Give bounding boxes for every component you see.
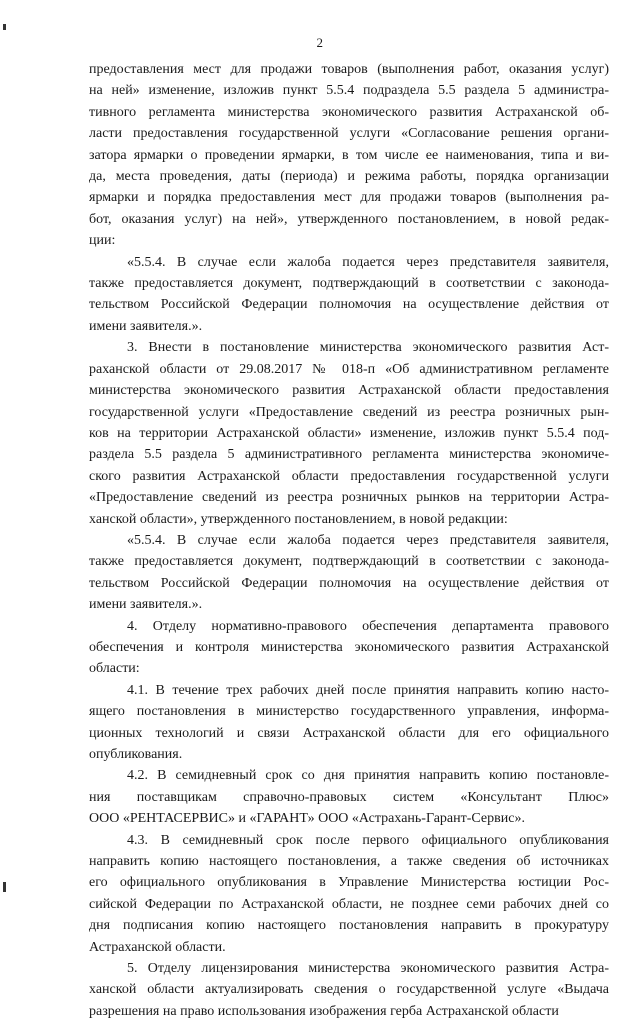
- text-line: государственной услуги «Предоставление сведений из реестра розничных рын-: [89, 404, 609, 420]
- text-line: тельством Российской Федерации полномочия на осуществление действия от: [89, 575, 609, 591]
- text-line: сийской Федерации по Астраханской области, не позднее семи рабочих дней со: [89, 896, 609, 912]
- text-line: ционных технологий и связи Астраханской области для его официального: [89, 725, 609, 741]
- text-line: 4.1. В течение трех рабочих дней после принятия направить копию насто-: [127, 682, 609, 698]
- text-line: ского развития Астраханской области предоставления государственной услуги: [89, 468, 609, 484]
- text-line: ханской области», утвержденного постановлением, в новой редакции:: [89, 511, 508, 527]
- text-line: 5. Отделу лицензирования министерства экономического развития Астра-: [127, 961, 609, 977]
- text-line: «5.5.4. В случае если жалоба подается через представителя заявителя,: [127, 532, 609, 548]
- text-line: направить копию настоящего постановления, а также сведения об источниках: [89, 854, 609, 870]
- text-line: предоставления мест для продажи товаров (выполнения работ, оказания услуг): [89, 62, 609, 77]
- text-line: 4.2. В семидневный срок со дня принятия направить копию постановле-: [127, 768, 609, 784]
- text-line: 4. Отделу нормативно-правового обеспечения департамента правового: [127, 618, 609, 634]
- text-line: его официального опубликования в Управление Министерства юстиции Рос-: [89, 875, 609, 891]
- paragraph: [89, 59, 609, 252]
- text-line: затора ярмарки о проведении ярмарки, в том числе ее наименования, типа и ви-: [89, 147, 609, 163]
- text-line: 4.3. В семидневный срок после первого официального опубликования: [127, 832, 609, 848]
- text-line: ярмарки и порядка предоставления мест для продажи товаров (выполнения ра-: [89, 190, 609, 206]
- text-line: «5.5.4. В случае если жалоба подается через представителя заявителя,: [127, 254, 609, 270]
- text-line: «Предоставление сведений из реестра розничных рынков на территории Астра-: [89, 490, 609, 506]
- text-line: ков на территории Астраханской области» изменение, изложив пункт 5.5.4 под-: [89, 425, 609, 441]
- paragraph: [89, 830, 609, 958]
- paragraph: [89, 680, 609, 766]
- paragraph: [89, 616, 609, 680]
- text-line: ООО «РЕНТАСЕРВИС» и «ГАРАНТ» ООО «Астрахань-Гарант-Сервис».: [89, 811, 525, 827]
- scan-artifact-bottom: [3, 882, 6, 892]
- text-line: ханской области актуализировать сведения о государственной услуге «Выдача: [89, 982, 609, 998]
- text-line: 3. Внести в постановление министерства экономического развития Аст-: [127, 340, 609, 356]
- text-line: раздела 5.5 раздела 5 административного регламента министерства экономиче-: [89, 447, 609, 463]
- text-line: раханской области от 29.08.2017 № 018-п «Об административном регламенте: [89, 361, 609, 377]
- text-line: обеспечения и контроля министерства экономического развития Астраханской: [89, 639, 609, 655]
- text-line: ния поставщикам справочно-правовых систем «Консультант Плюс»: [89, 789, 609, 805]
- text-line: также предоставляется документ, подтверждающий в соответствии с законода-: [89, 554, 609, 570]
- text-line: тельством Российской Федерации полномочия на осуществление действия от: [89, 297, 609, 313]
- text-line: тивного регламента министерства экономического развития Астраханской об-: [89, 104, 609, 120]
- text-line: дня подписания копию настоящего постановления направить в прокуратуру: [89, 918, 609, 934]
- paragraph: [89, 958, 609, 1022]
- text-line: ящего постановления в министерство государственного управления, информа-: [89, 704, 609, 720]
- paragraph: [89, 765, 609, 829]
- scan-artifact-top: [3, 24, 6, 30]
- text-line: да, места проведения, даты (периода) и режима работы, порядка организации: [89, 169, 609, 185]
- text-line: также предоставляется документ, подтверждающий в соответствии с законода-: [89, 276, 609, 292]
- paragraph: [89, 337, 609, 530]
- paragraph: [89, 530, 609, 616]
- text-line: имени заявителя.».: [89, 597, 203, 613]
- page-number: 2: [316, 35, 324, 50]
- text-line: опубликования.: [89, 747, 183, 762]
- text-line: на ней» изменение, изложив пункт 5.5.4 подраздела 5.5 раздела 5 администра-: [89, 83, 609, 99]
- text-line: разрешения на право использования изображения герба Астраханской области: [89, 1003, 559, 1019]
- text-line: Астраханской области.: [89, 939, 226, 955]
- text-line: имени заявителя.».: [89, 318, 203, 334]
- text-line: бот, оказания услуг) на ней», утвержденного постановлением, в новой редак-: [89, 211, 609, 227]
- text-line: области:: [89, 661, 140, 677]
- document-body: [89, 59, 609, 1022]
- text-line: ции:: [89, 233, 116, 249]
- text-line: ласти предоставления государственной услуги «Согласование решения органи-: [89, 126, 609, 142]
- text-line: министерства экономического развития Астраханской области предоставления: [89, 383, 609, 399]
- paragraph: [89, 252, 609, 338]
